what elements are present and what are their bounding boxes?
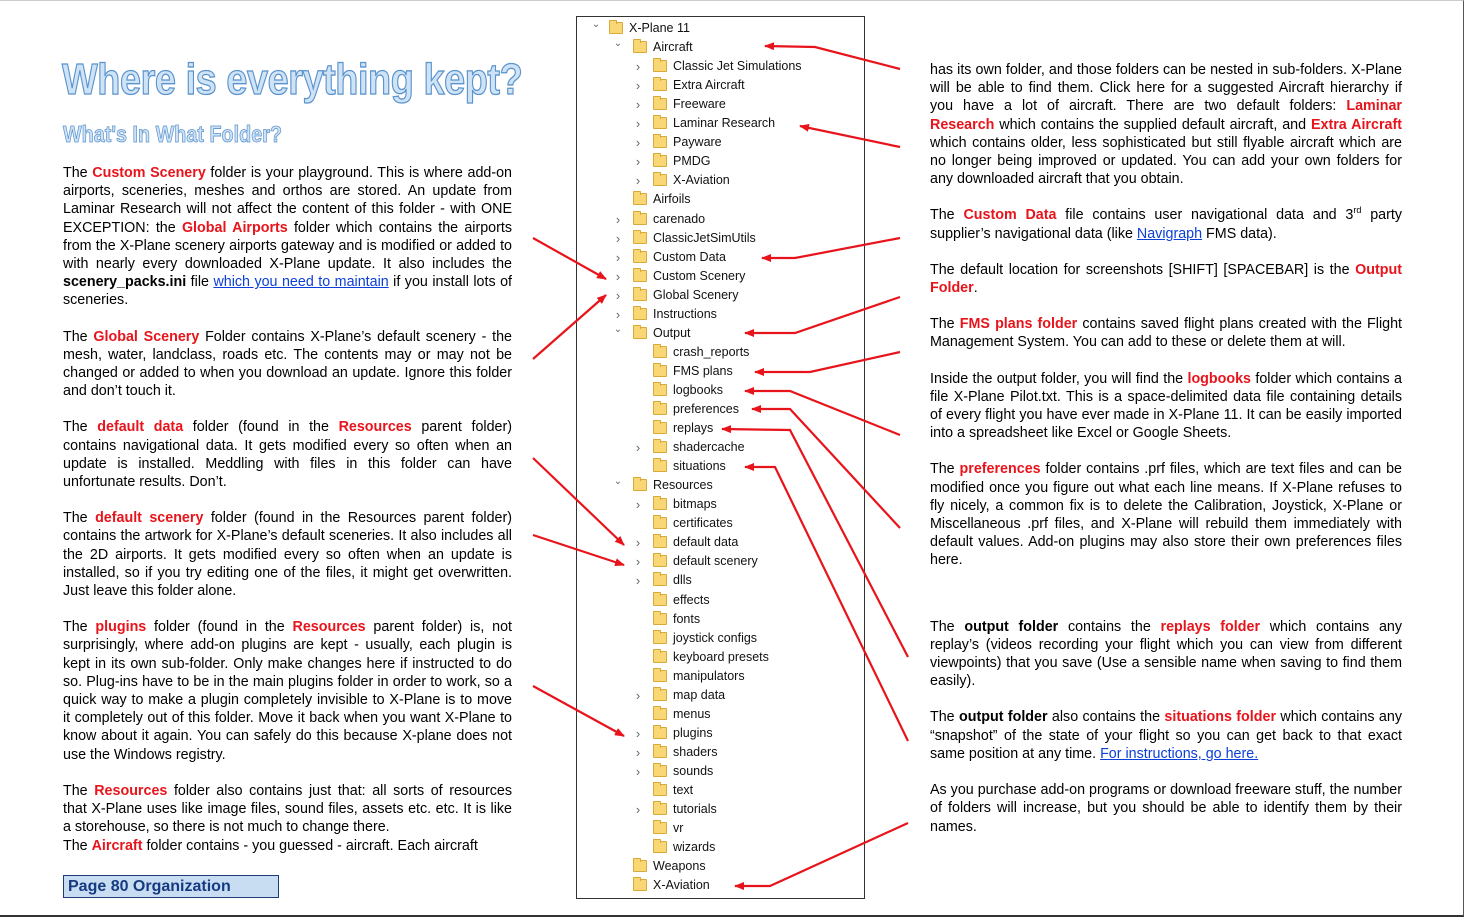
text-run: The — [63, 165, 93, 181]
tree-folder-label: Airfoils — [653, 192, 691, 207]
tree-folder-label: crash_reports — [673, 344, 750, 359]
arrow-to-global-scenery — [533, 295, 606, 359]
arrow-to-aircraft — [765, 46, 900, 69]
tree-folder-label: dlls — [673, 573, 692, 588]
highlighted-term: FMS plans folder — [959, 316, 1078, 333]
tree-folder-label: PMDG — [673, 154, 711, 169]
highlighted-term: default data — [97, 419, 184, 436]
arrow-to-logbooks — [745, 391, 900, 435]
text-run: folder which contains the airports from the X-Plane scenery airports gateway and is modified or added to with nearly every downloaded X-Plane update. It also includes the — [63, 219, 512, 273]
tree-folder-label: default data — [673, 535, 739, 550]
chevron-right-icon[interactable]: › — [635, 687, 641, 703]
tree-folder-label: Custom Scenery — [653, 268, 746, 283]
text-run: has its own folder, and those folders can be nested in sub-folders. X-Plane will be able to find them. Click here for a suggested Aircraft hierarchy if you have a lot of aircraft. There are two default folders: — [930, 62, 1402, 115]
chevron-right-icon[interactable]: › — [635, 554, 641, 570]
text-run: Inside the output folder, you will find the — [930, 370, 1188, 387]
highlighted-term: Resources — [292, 619, 366, 636]
highlighted-term: Laminar Research — [930, 98, 1402, 133]
text-run: folder (found in the — [183, 419, 339, 436]
highlighted-term: Resources — [338, 419, 412, 436]
chevron-right-icon[interactable]: › — [615, 268, 621, 284]
text-run: folder (found in the — [146, 619, 293, 636]
tree-folder-label: Laminar Research — [673, 116, 776, 131]
text-run: Folder contains X-Plane’s default scenery - the mesh, water, landclass, roads etc. The contents may or may not be changed or added to when you download an update. Ignore this folder and don’t touch it. — [63, 328, 512, 400]
chevron-right-icon[interactable]: › — [615, 230, 621, 246]
tree-folder-label: wizards — [673, 840, 716, 855]
tree-folder-label: vr — [673, 821, 684, 836]
highlighted-term: Custom Data — [963, 207, 1057, 224]
tree-folder-label: situations — [673, 459, 726, 474]
text-run: The — [930, 207, 964, 224]
text-run: if you install lots of sceneries. — [63, 274, 512, 309]
text-run: The — [930, 316, 960, 333]
tree-folder-label: manipulators — [673, 668, 745, 683]
text-run: The — [63, 419, 98, 436]
tree-folder-label: FMS plans — [673, 363, 733, 378]
tree-folder-label: preferences — [673, 402, 740, 416]
chevron-down-icon[interactable]: ⌄ — [591, 19, 601, 30]
page-title: Where is everything kept? — [62, 55, 523, 104]
chevron-right-icon[interactable]: › — [635, 154, 641, 170]
text-run: which contains older, less sophisticated but still flyable aircraft which are no longer being improved or updated. You can add your own folders for any downloaded aircraft that you obtain. — [930, 134, 1402, 188]
tree-folder-label: text — [673, 783, 694, 797]
tree-folder-label: Extra Aircraft — [673, 78, 745, 93]
chevron-right-icon[interactable]: › — [635, 573, 641, 589]
text-run: parent folder) is, not surprisingly, where add-on plugins are kept - usually, each plugin is kept in its own sub-folder. Only make changes here if instructed to do so. Plug-ins have to be in the main plugins folder in order to work, so a quick way to make a plugin completely invisible to X-Plane is to move it completely out of this folder. Move it back when you want X-Plane to know about it again. You can safely do this because X-plane does not use the Windows registry. — [63, 619, 513, 763]
arrow-to-custom-data — [762, 238, 900, 258]
text-run: party supplier’s navigational data (like — [930, 207, 1402, 242]
arrow-to-situations — [745, 467, 908, 741]
tree-folder-label: certificates — [673, 516, 733, 531]
tree-folder-label: Payware — [673, 135, 722, 150]
text-link[interactable]: For instructions, go here. — [1100, 745, 1259, 762]
text-run: The — [63, 782, 95, 799]
tree-folder-label: Classic Jet Simulations — [673, 59, 802, 74]
tree-folder-label: Resources — [653, 478, 713, 493]
text-run: folder is your playground. This is where add-on airports, sceneries, meshes and orthos are stored. An update from Laminar Research will not affect the content of this folder - with ONE EXCEPTION: the — [63, 165, 513, 236]
text-run: parent folder) contains navigational data. It gets modified every so often when an update is installed. Meddling with files in this folder can have unfortunate results. Don’t. — [63, 419, 513, 491]
arrow-to-default-data — [533, 458, 624, 545]
text-run: The — [930, 618, 965, 635]
text-run: which contains the supplied default aircraft, and — [994, 116, 1311, 133]
tree-folder-label: Aircraft — [653, 40, 693, 55]
arrow-to-replays — [722, 429, 908, 657]
arrow-to-default-scenery — [533, 535, 624, 565]
text-run: . — [973, 280, 978, 297]
arrow-to-x-aviation — [735, 823, 908, 886]
highlighted-term: Output Folder — [930, 261, 1402, 297]
text-run: folder contains - you guessed - aircraft. Each aircraft — [142, 837, 478, 854]
tree-folder-label: bitmaps — [673, 497, 717, 512]
highlighted-term: logbooks — [1187, 370, 1252, 387]
chevron-right-icon[interactable]: › — [615, 287, 621, 303]
arrow-to-custom-scenery — [533, 238, 606, 279]
tree-folder-label: map data — [673, 687, 726, 702]
text-link[interactable]: Navigraph — [1136, 225, 1203, 242]
text-run: which contains any “snapshot” of the state of your flight so you can get back to that exact same position at any time. — [930, 709, 1402, 762]
highlighted-term: Aircraft — [91, 837, 143, 854]
text-run: folder which contains a file X-Plane Pilot.txt. This is a space-delimited data file containing details of every flight you have ever made in X-Plane 11. It can be easily imported into a spreadsheet like Excel or Google Sheets. — [930, 370, 1402, 442]
tree-folder-label: joystick configs — [673, 630, 758, 645]
text-run: The — [63, 510, 96, 527]
tree-folder-label: Custom Data — [653, 249, 726, 264]
text-run: file contains user navigational data and 3 — [1056, 207, 1354, 224]
highlighted-term: Extra Aircraft — [1311, 116, 1402, 133]
text-run: output folder — [964, 618, 1059, 635]
tree-folder-label: fonts — [673, 611, 701, 626]
tree-folder-label: effects — [673, 592, 710, 607]
tree-folder-label: X-Plane 11 — [629, 21, 690, 35]
text-run: The — [930, 709, 960, 726]
chevron-right-icon[interactable]: › — [635, 97, 641, 113]
highlighted-term: default scenery — [95, 510, 204, 527]
tree-folder-label: Global Scenery — [653, 287, 739, 302]
page-footer: Page 80 Organization — [63, 875, 279, 898]
tree-folder-label: default scenery — [673, 554, 758, 569]
chevron-down-icon[interactable]: ⌄ — [613, 476, 623, 488]
tree-folder-label: Freeware — [673, 97, 726, 112]
chevron-right-icon[interactable]: › — [615, 249, 621, 265]
chevron-right-icon[interactable]: › — [635, 535, 641, 551]
tree-folder-label: X-Aviation — [653, 878, 710, 893]
highlighted-term: Custom Scenery — [92, 165, 206, 181]
text-run: output folder — [959, 709, 1048, 726]
chevron-right-icon[interactable]: › — [635, 78, 641, 94]
text-run: scenery_packs.ini — [63, 274, 187, 291]
chevron-right-icon[interactable]: › — [635, 440, 641, 456]
text-run: folder (found in the Resources parent folder) contains the artwork for X-Plane’s default sceneries. It also includes all the 2D airports. It gets modified every so often when an update is installed, so if you try editing one of the files, it might get overwritten. Just leave this folder alone. — [63, 510, 513, 600]
highlighted-term: plugins — [95, 619, 147, 636]
text-run: FMS data). — [1202, 225, 1277, 242]
tree-folder-label: tutorials — [673, 802, 717, 817]
highlighted-term: Global Scenery — [93, 328, 200, 345]
chevron-right-icon[interactable]: › — [615, 306, 621, 322]
text-run: The — [63, 328, 94, 345]
text-run: contains saved flight plans created with the Flight Management System. You can add to these or delete them at will. — [930, 316, 1402, 351]
arrow-to-plugins — [533, 686, 624, 736]
chevron-right-icon[interactable]: › — [635, 744, 641, 760]
chevron-right-icon[interactable]: › — [615, 211, 621, 227]
highlighted-term: preferences — [959, 461, 1041, 478]
text-run: file — [186, 274, 214, 291]
text-run: The — [63, 619, 96, 636]
text-run: contains the — [1058, 618, 1161, 635]
tree-folder-label: logbooks — [673, 382, 724, 397]
tree-folder-label: Weapons — [653, 859, 706, 874]
text-run: As you purchase add-on programs or download freeware stuff, the number of folders will increase, but you should be able to identify them by their names. — [930, 782, 1402, 835]
tree-folder-label: carenado — [653, 211, 706, 226]
tree-folder-label: menus — [673, 706, 711, 721]
arrow-to-fms-plans — [755, 352, 900, 372]
tree-folder-label: plugins — [673, 725, 713, 740]
chevron-right-icon[interactable]: › — [635, 725, 641, 741]
tree-folder-label: replays — [673, 421, 714, 436]
tree-folder-label: Instructions — [653, 306, 717, 321]
text-run: The default location for screenshots [SHIFT] [SPACEBAR] is the — [930, 261, 1356, 278]
text-run: which contains any replay’s (videos recording your flight which you can view from different viewpoints) that you save (Use a sensible name when saving to find them easily). — [930, 618, 1402, 690]
text-run: folder contains .prf files, which are text files and can be modified once you figure out what each line means. If X-Plane refuses to fly nicely, a common fix is to delete the Calibration, Joystick, X-Plane or Miscellaneous .prf files, and X-Plane will rebuild them immediately with default values. Add-on plugins may also store their own preferences files here. — [930, 461, 1402, 569]
chevron-right-icon[interactable]: › — [635, 116, 641, 132]
text-run: also contains the — [1047, 709, 1165, 726]
text-run: The — [63, 837, 92, 854]
tree-folder-label: keyboard presets — [673, 649, 769, 664]
highlighted-term: replays folder — [1160, 618, 1261, 635]
chevron-right-icon[interactable]: › — [635, 59, 641, 75]
arrow-to-laminar-research — [800, 126, 900, 147]
tree-folder-label: ClassicJetSimUtils — [653, 230, 756, 245]
chevron-right-icon[interactable]: › — [635, 802, 641, 818]
chevron-right-icon[interactable]: › — [635, 763, 641, 779]
highlighted-term: situations folder — [1164, 709, 1277, 726]
tree-folder-label: shadercache — [673, 440, 745, 455]
arrow-to-output — [745, 297, 900, 333]
tree-folder-label: shaders — [673, 744, 718, 759]
chevron-down-icon[interactable]: ⌄ — [613, 38, 623, 50]
chevron-right-icon[interactable]: › — [635, 173, 641, 189]
page-subtitle: What's In What Folder? — [63, 121, 282, 147]
chevron-down-icon[interactable]: ⌄ — [613, 323, 623, 335]
tree-folder-label: Output — [653, 325, 691, 340]
text-link[interactable]: which you need to maintain — [213, 274, 389, 291]
highlighted-term: Global Airports — [181, 219, 288, 236]
highlighted-term: Resources — [94, 782, 168, 799]
tree-folder-label: sounds — [673, 763, 714, 778]
text-run: The — [930, 461, 960, 478]
chevron-right-icon[interactable]: › — [635, 135, 641, 151]
text-run: rd — [1353, 205, 1362, 216]
tree-folder-label: X-Aviation — [673, 173, 730, 188]
chevron-right-icon[interactable]: › — [635, 497, 641, 513]
text-run: folder also contains just that: all sorts of resources that X-Plane uses like image files, sound files, assets etc. etc. It is like a storehouse, so there is not much to change there. — [63, 782, 512, 836]
